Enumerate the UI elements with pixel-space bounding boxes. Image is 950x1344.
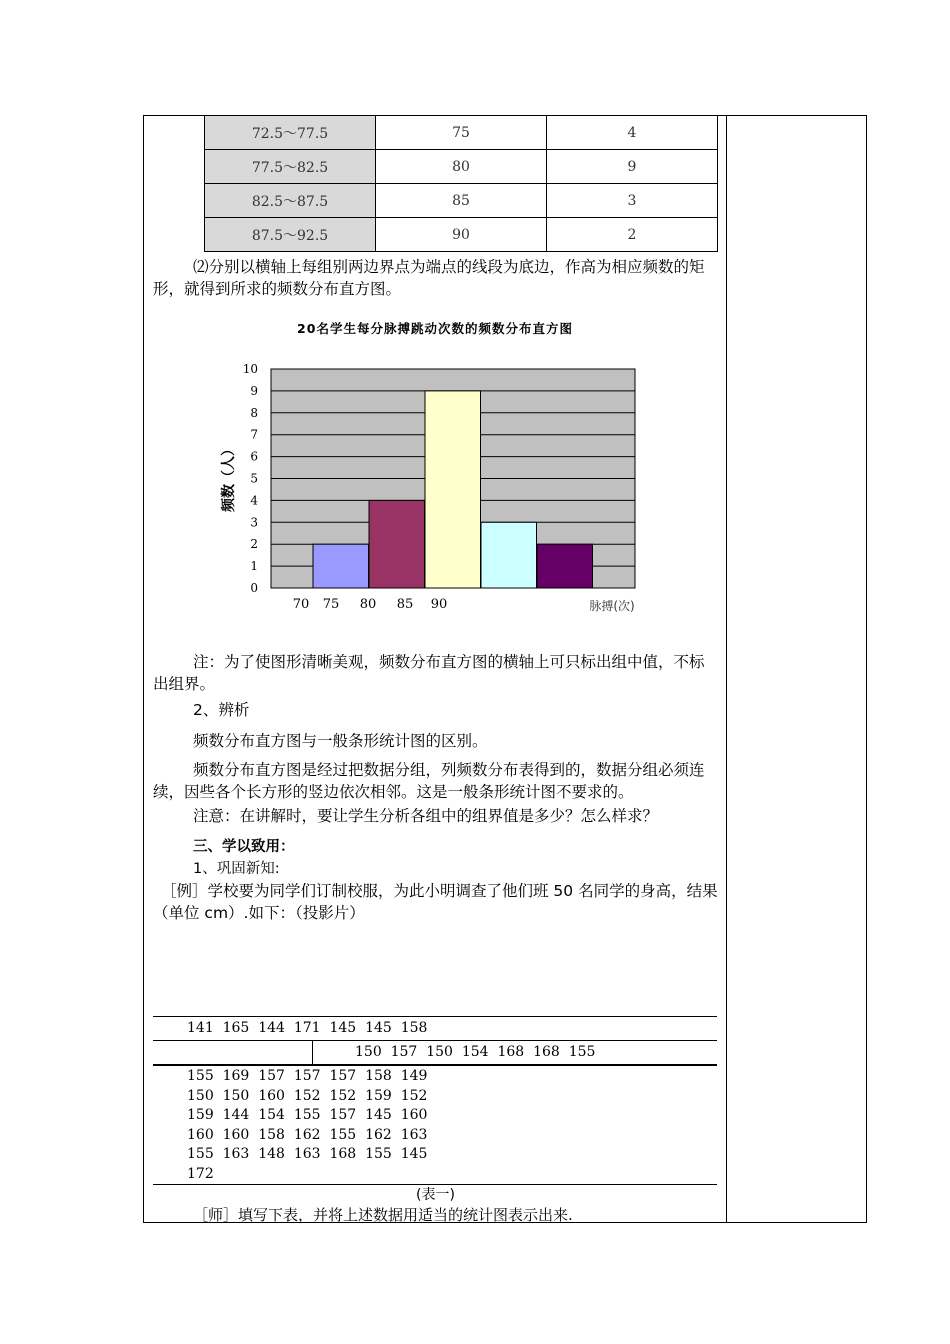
section2-question: 频数分布直方图与一般条形统计图的区别。 [193,732,488,750]
chart-title: 20名学生每分脉搏跳动次数的频数分布直方图 [297,321,573,336]
group-range: 77.5～82.5 [205,150,376,184]
x-tick-label: 75 [322,597,340,612]
teacher-paragraph: ［师］填写下表，并将上述数据用适当的统计图表示出来. [193,1206,573,1224]
section2-answer: 频数分布直方图是经过把数据分组，列频数分布表得到的，数据分组必须连续，因些各个长方形的竖边依次相邻。这是一般条形统计图不要求的。 [153,761,705,801]
section3-subheading: 1、巩固新知: [193,861,280,877]
x-tick-label: 80 [359,597,377,612]
group-frequency: 4 [547,116,718,150]
histogram-bar [537,544,593,588]
histogram-bar [481,522,537,588]
y-axis-label: 频数（人） [221,442,237,512]
data-line-2: 150 157 150 154 168 168 155 [355,1044,596,1060]
group-midpoint: 75 [376,116,547,150]
group-frequency: 3 [547,184,718,218]
group-midpoint: 90 [376,218,547,252]
y-tick-label: 7 [250,427,258,442]
histogram-bar [425,391,481,588]
y-tick-label: 6 [250,449,258,464]
histogram-bar [313,544,369,588]
data-block: 155 169 157 157 157 158 149 150 150 160 152 152 159 152 159 144 154 155 157 145 160 160 160 158 162 155 162 163 155 163 148 163 168 155 145 172 [187,1068,428,1182]
data-line-1: 141 165 144 171 145 145 158 [187,1020,428,1036]
x-axis-label: 脉搏(次) [589,599,635,613]
table-caption: (表一) [416,1187,455,1203]
histogram-bar [369,500,425,588]
group-range: 82.5～87.5 [205,184,376,218]
rule-line [312,1040,313,1064]
group-range: 87.5～92.5 [205,218,376,252]
y-tick-label: 5 [250,471,258,486]
y-tick-label: 10 [242,362,258,376]
x-tick-label: 70 [292,597,310,612]
y-tick-label: 1 [250,559,258,574]
x-tick-label: 85 [396,597,414,612]
rule-line [153,1040,717,1041]
y-tick-label: 3 [250,515,258,530]
example-paragraph: ［例］学校要为同学们订制校服，为此小明调查了他们班 50 名同学的身高，结果（单位 cm）.如下：（投影片） [153,882,718,922]
group-midpoint: 80 [376,150,547,184]
note-paragraph: 注：为了使图形清晰美观，频数分布直方图的横轴上可只标出组中值，不标出组界。 [153,653,705,693]
group-midpoint: 85 [376,184,547,218]
section2-heading: 2、辨析 [193,701,250,719]
section2-notice: 注意：在讲解时，要让学生分析各组中的组界值是多少？怎么样求？ [193,807,659,825]
x-tick-label: 90 [430,597,448,612]
rule-line [153,1016,717,1017]
group-range: 72.5～77.5 [205,116,376,150]
histogram-chart [0,0,950,640]
group-frequency: 9 [547,150,718,184]
y-tick-label: 8 [250,405,258,420]
y-tick-label: 2 [250,537,258,552]
y-tick-label: 9 [250,383,258,398]
y-tick-label: 4 [250,493,258,508]
section3-heading: 三、学以致用： [193,839,295,855]
rule-line [153,1064,717,1066]
y-tick-label: 0 [250,581,258,595]
group-frequency: 2 [547,218,718,252]
step2-paragraph: ⑵分别以横轴上每组别两边界点为端点的线段为底边，作高为相应频数的矩形，就得到所求的频数分布直方图。 [153,258,705,298]
